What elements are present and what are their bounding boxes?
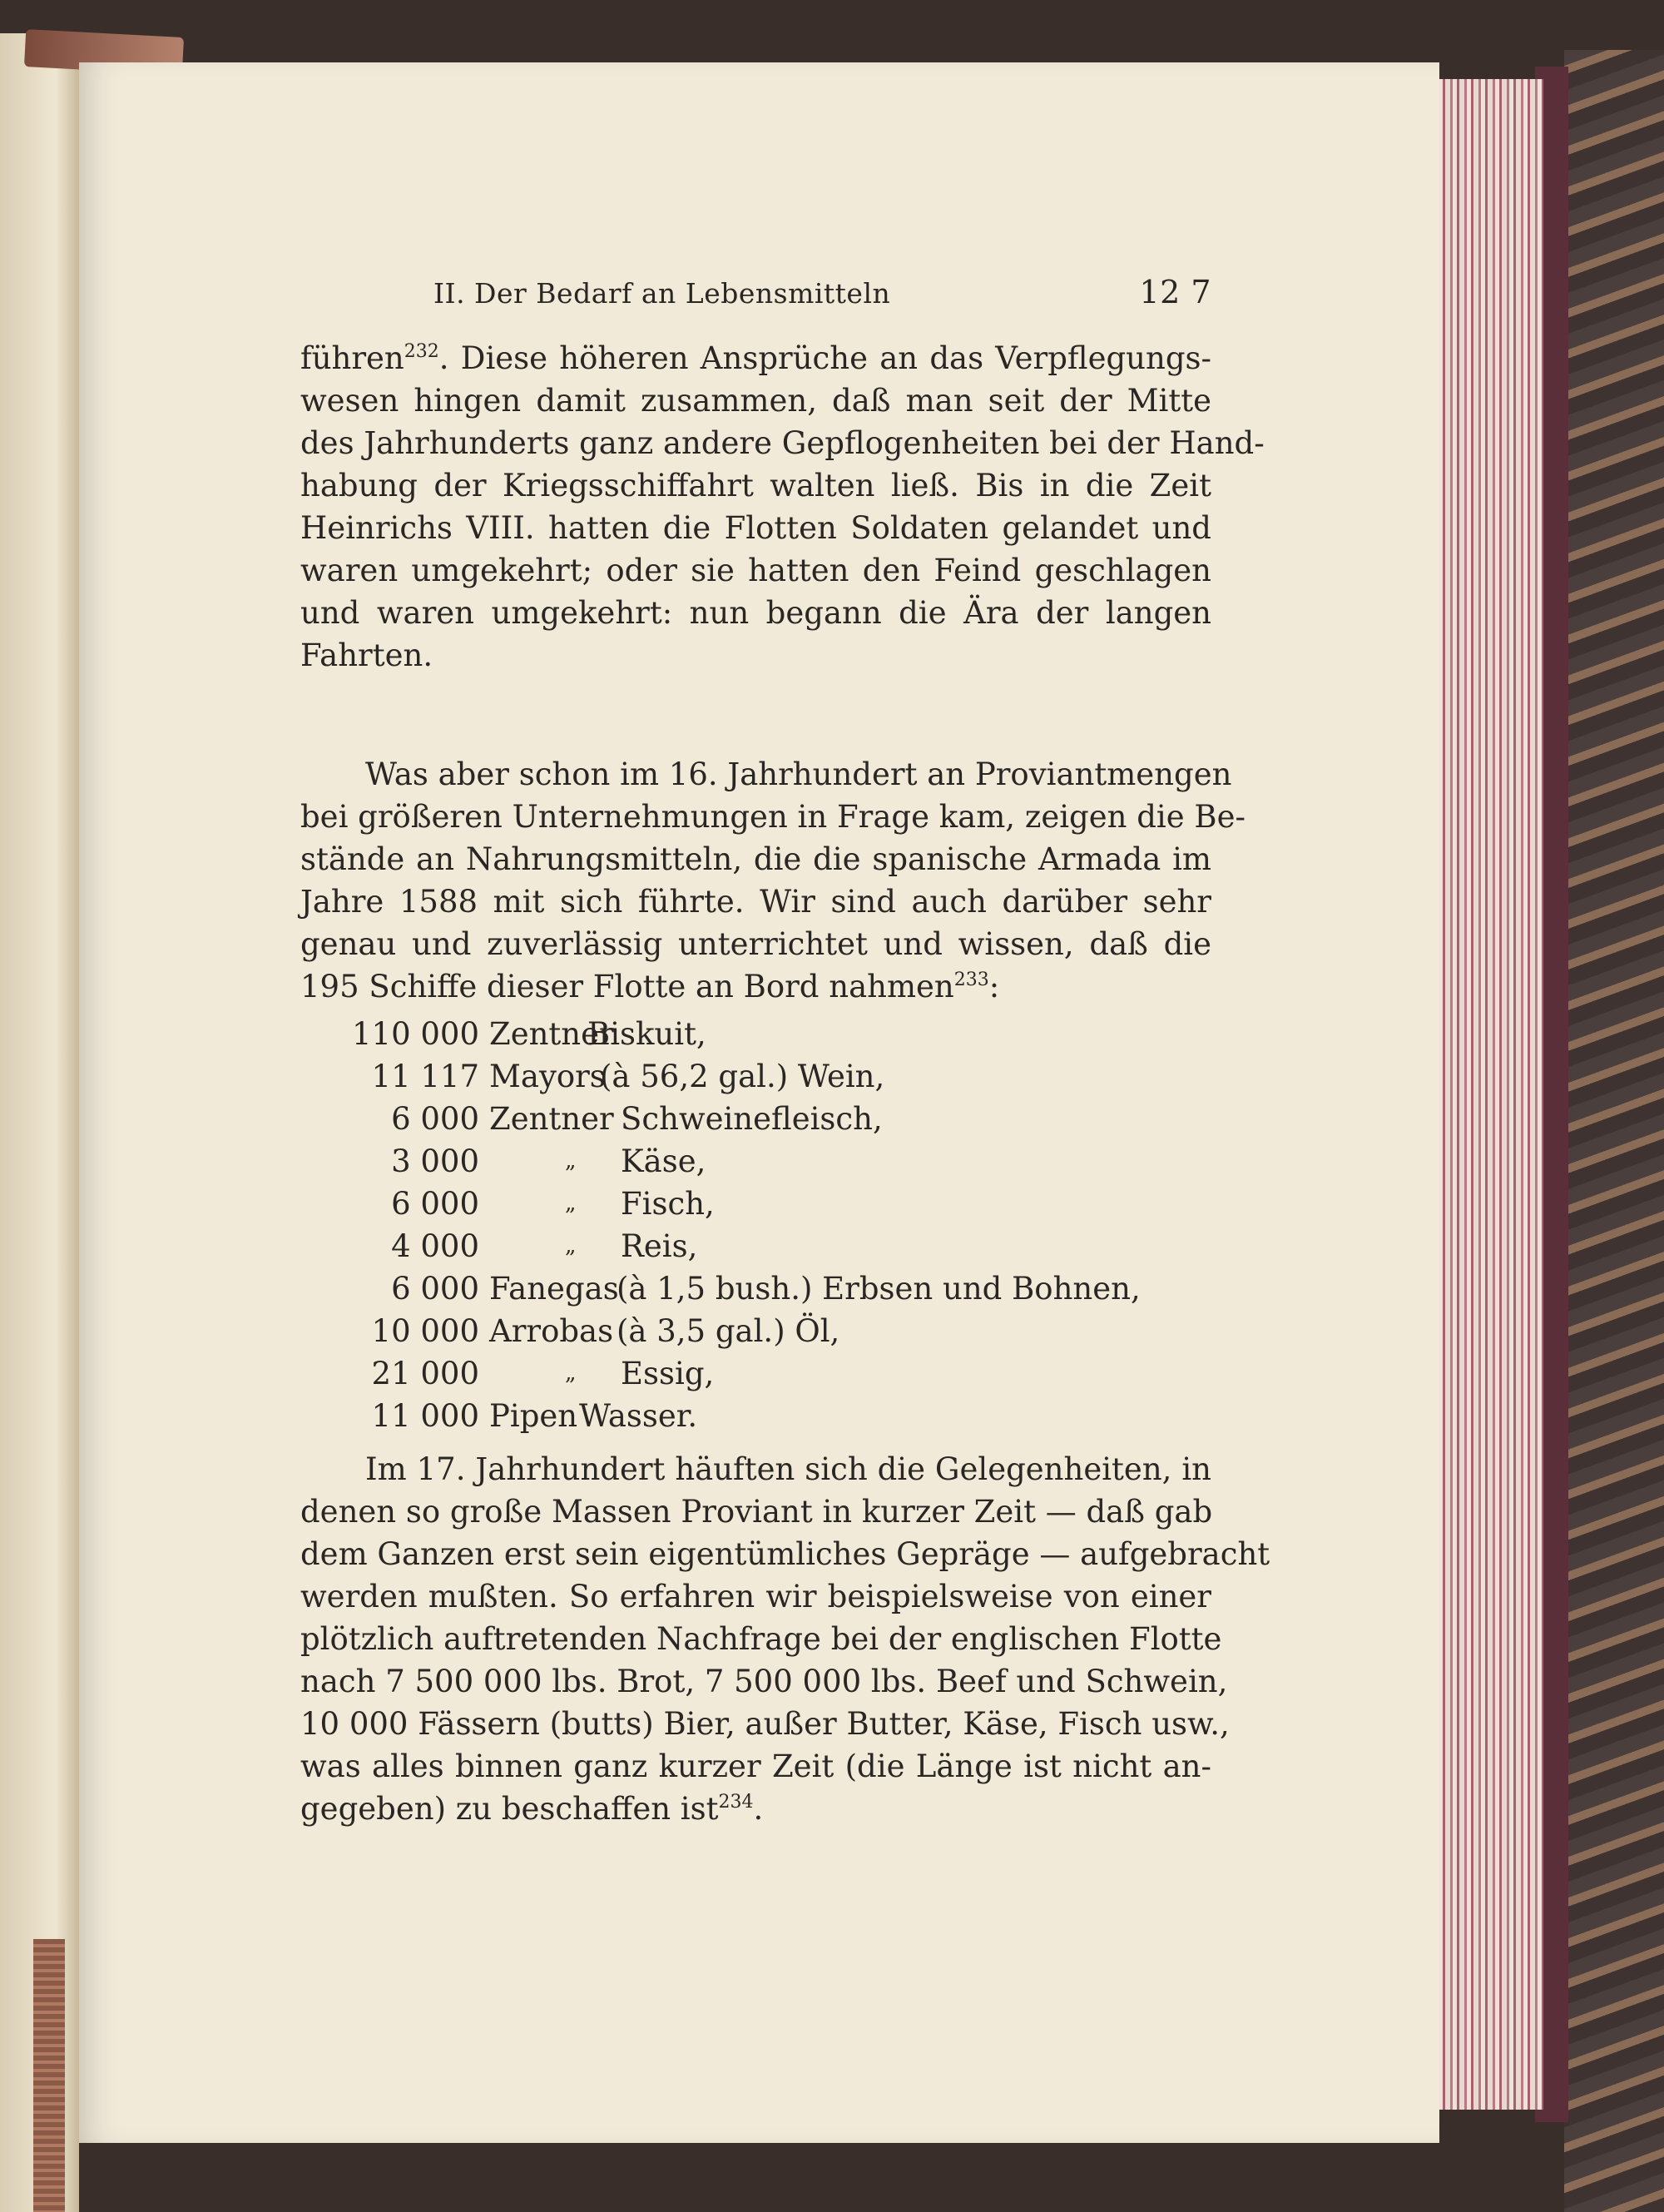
text-line: wesen hingen damit zusammen, daß man seit der Mitte — [300, 383, 1211, 419]
paragraph-3 — [300, 1448, 1270, 1830]
running-head — [300, 274, 1211, 319]
text-line: waren umgekehrt; oder sie hatten den Feind geschlagen — [300, 553, 1211, 588]
text-line: 10 000 Fässern (butts) Bier, außer Butter, Käse, Fisch usw., — [300, 1706, 1230, 1742]
text-line: führen$^{232}$. Diese höheren Ansprüche an das Verpflegungs- — [300, 340, 1211, 376]
text-line: nach 7 500 000 lbs. Brot, 7 500 000 lbs. Beef und Schwein, — [300, 1664, 1228, 1699]
text-line: was alles binnen ganz kurzer Zeit (die Länge ist nicht an- — [300, 1748, 1211, 1784]
list-item: 6 000 Fanegas (à 1,5 bush.) Erbsen und Bohnen, — [391, 1271, 1141, 1307]
paragraph-1 — [300, 337, 1265, 677]
text-line: denen so große Massen Proviant in kurzer Zeit — daß gab — [300, 1494, 1213, 1530]
list-item: 10 000 Arrobas (à 3,5 gal.) Öl, — [371, 1313, 840, 1349]
text-line: Was aber schon im 16. Jahrhundert an Proviantmengen — [365, 756, 1232, 792]
list-item: 110 000 Zentner Biskuit, — [351, 1016, 706, 1052]
book-page — [79, 62, 1439, 2143]
list-item: 6 000 Zentner Schweinefleisch, — [391, 1101, 883, 1137]
list-item: 11 117 Mayors (à 56,2 gal.) Wein, — [371, 1059, 885, 1094]
text-line: bei größeren Unternehmungen in Frage kam, zeigen die Be- — [300, 799, 1246, 835]
provisions-list — [300, 1013, 1211, 1437]
list-item: 21 000 „ Essig, — [371, 1356, 715, 1391]
book-cover-binding — [1564, 50, 1664, 2212]
list-item: 3 000 „ Käse, — [391, 1143, 706, 1179]
text-line: 195 Schiffe dieser Flotte an Bord nahmen$^{233}$: — [300, 969, 1000, 1004]
text-line: habung der Kriegsschiffahrt walten ließ. Bis in die Zeit — [300, 468, 1211, 503]
text-line: des Jahrhunderts ganz andere Gepflogenheiten bei der Hand- — [300, 425, 1265, 461]
footnote-ref: 233 — [953, 970, 989, 990]
bookmark-ribbon — [33, 1939, 65, 2212]
list-item: 6 000 „ Fisch, — [391, 1186, 715, 1222]
text-line: gegeben) zu beschaffen ist$^{234}$. — [300, 1791, 764, 1827]
text-line: Fahrten. — [300, 637, 433, 673]
list-item: 4 000 „ Reis, — [391, 1228, 698, 1264]
text-line: Heinrichs VIII. hatten die Flotten Soldaten gelandet und — [300, 510, 1211, 546]
text-line: stände an Nahrungsmitteln, die die spanische Armada im — [300, 841, 1211, 877]
text-line: Im 17. Jahrhundert häuften sich die Gelegenheiten, in — [365, 1451, 1211, 1487]
text-line: Jahre 1588 mit sich führte. Wir sind auch darüber sehr — [300, 884, 1211, 920]
text-line: werden mußten. So erfahren wir beispielsweise von einer — [300, 1579, 1211, 1614]
footnote-ref: 232 — [404, 341, 439, 362]
page-stack-edges — [1431, 79, 1543, 2110]
list-item: 11 000 Pipen Wasser. — [371, 1398, 698, 1434]
paragraph-2 — [300, 753, 1246, 1008]
text-line: dem Ganzen erst sein eigentümliches Gepräge — aufgebracht — [300, 1536, 1270, 1572]
left-page-edge — [0, 33, 79, 2212]
running-head-title: II. Der Bedarf an Lebensmitteln — [433, 277, 891, 310]
footnote-ref: 234 — [718, 1792, 754, 1813]
page-number: 12 7 — [1139, 274, 1211, 310]
text-line: genau und zuverlässig unterrichtet und wissen, daß die — [300, 926, 1211, 962]
text-line: plötzlich auftretenden Nachfrage bei der englischen Flotte — [300, 1621, 1222, 1657]
text-line: und waren umgekehrt: nun begann die Ära der langen — [300, 595, 1211, 631]
